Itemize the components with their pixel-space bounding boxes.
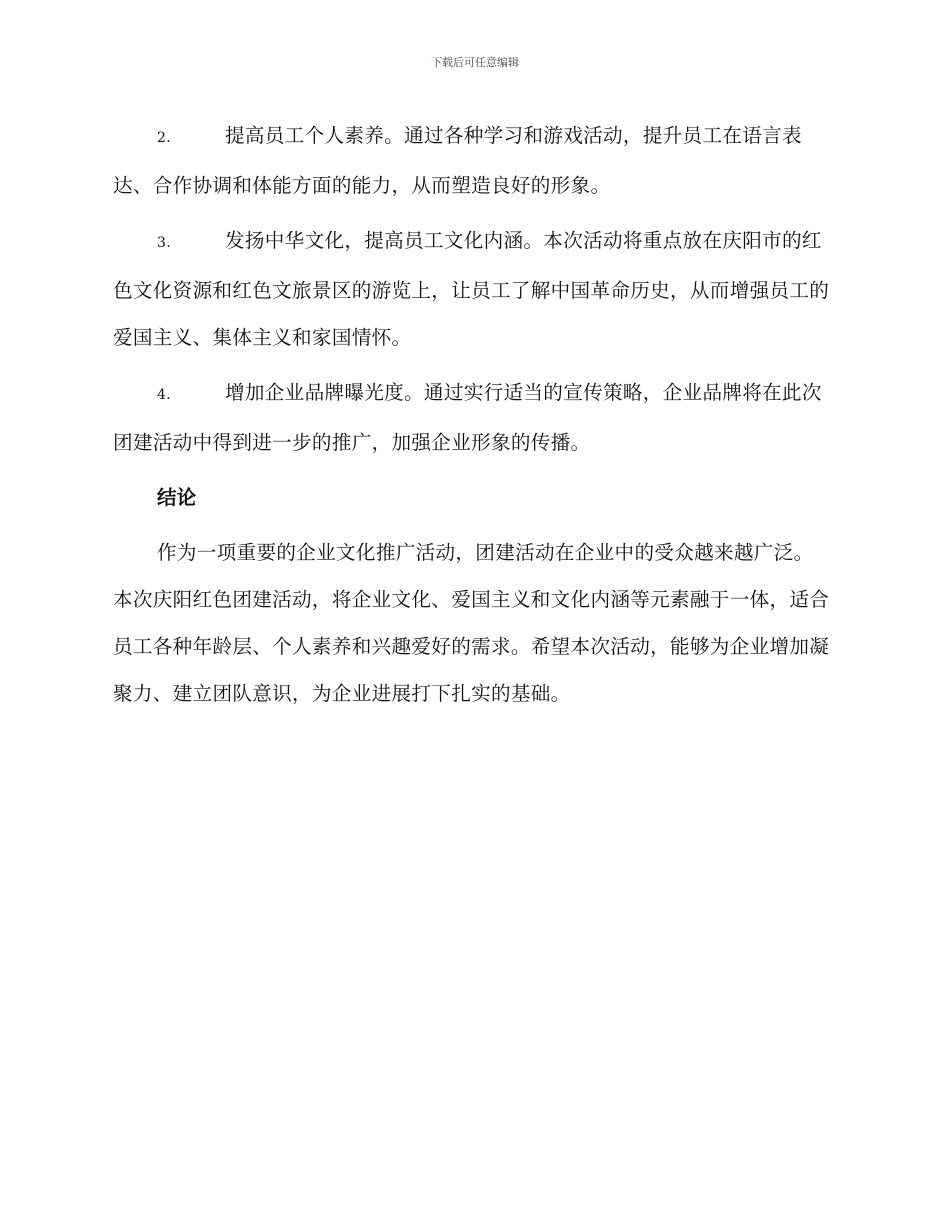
list-number: 2. [157, 130, 171, 146]
list-item-2 [113, 112, 833, 209]
list-item-text: 发扬中华文化，提高员工文化内涵。本次活动将重点放在庆阳市的红色文化资源和红色文旅景区的游览上，让员工了解中国革命历史，从而增强员工的爱国主义、集体主义和家国情怀。 [113, 229, 830, 349]
document-body [113, 112, 833, 725]
section-heading-conclusion: 结论 [157, 486, 197, 509]
list-number: 3. [157, 235, 171, 251]
conclusion-paragraph: 作为一项重要的企业文化推广活动，团建活动在企业中的受众越来越广泛。本次庆阳红色团建活动，将企业文化、爱国主义和文化内涵等元素融于一体，适合员工各种年龄层、个人素养和兴趣爱好的需求。希望本次活动，能够为企业增加凝聚力、建立团队意识，为企业进展打下扎实的基础。 [113, 541, 830, 705]
list-number: 4. [157, 387, 171, 403]
list-item-text: 增加企业品牌曝光度。通过实行适当的宣传策略，企业品牌将在此次团建活动中得到进一步的推广，加强企业形象的传播。 [113, 381, 822, 454]
page-header: 下载后可任意编辑 [431, 56, 519, 69]
list-item-4 [113, 369, 833, 466]
list-item-3 [113, 217, 833, 361]
list-item-text: 提高员工个人素养。通过各种学习和游戏活动，提升员工在语言表达、合作协调和体能方面的能力，从而塑造良好的形象。 [113, 124, 802, 197]
